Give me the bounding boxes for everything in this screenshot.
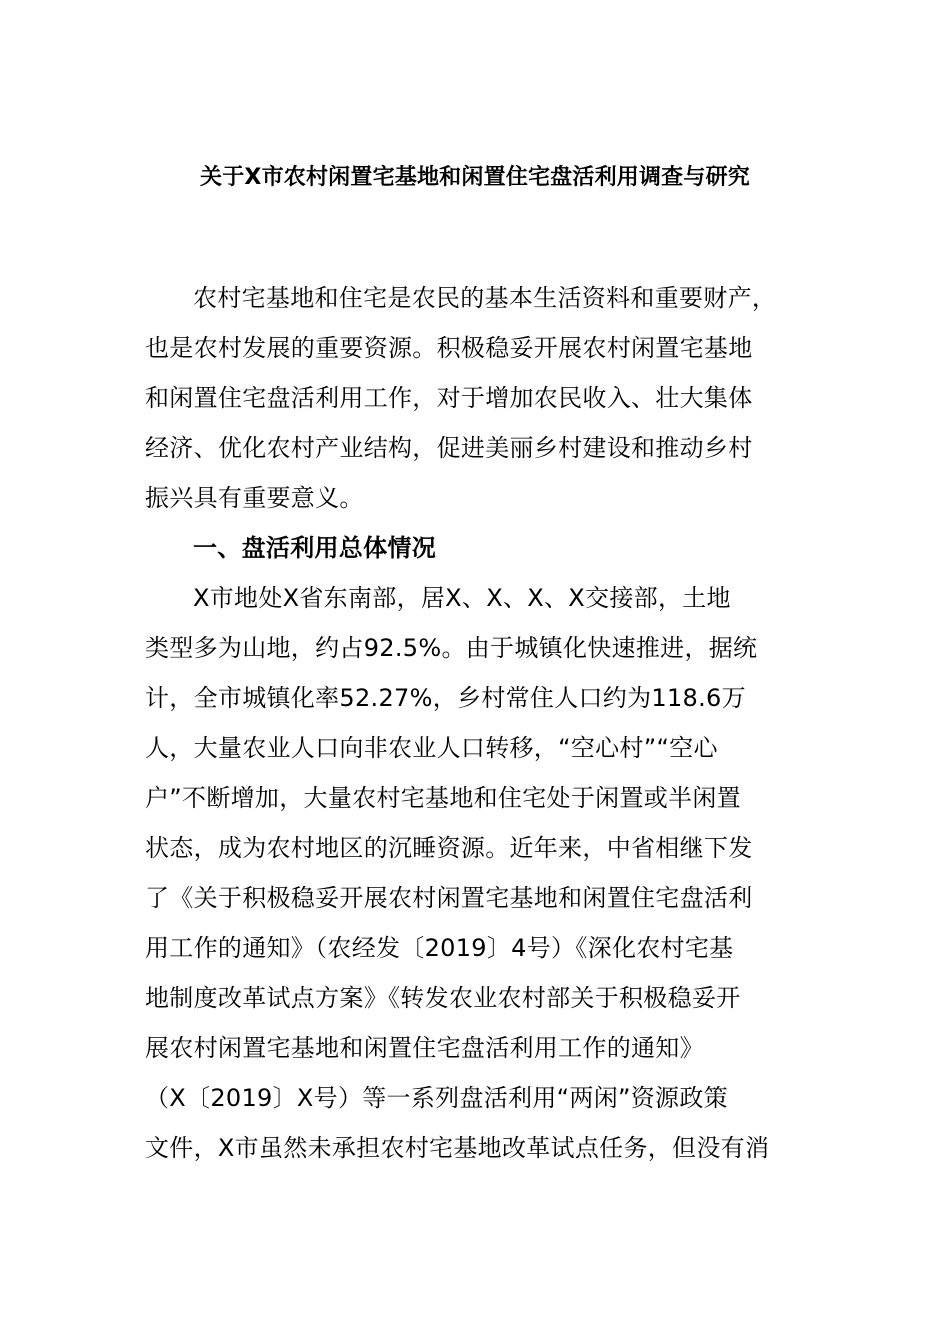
paragraph-line: 状态，成为农村地区的沉睡资源。近年来，中省相继下发: [145, 834, 753, 862]
paragraph-line: 了《关于积极稳妥开展农村闲置宅基地和闲置住宅盘活利: [145, 884, 753, 912]
paragraph-line: 计，全市城镇化率52.27%，乡村常住人口约为118.6万: [145, 684, 746, 712]
paragraph-line: 类型多为山地，约占92.5%。由于城镇化快速推进，据统: [145, 634, 758, 662]
paragraph-line: 经济、优化农村产业结构，促进美丽乡村建设和推动乡村: [145, 434, 753, 462]
document-title: 关于X市农村闲置宅基地和闲置住宅盘活利用调查与研究: [200, 165, 750, 190]
section-heading: 一、盘活利用总体情况: [193, 534, 436, 562]
paragraph-line: 也是农村发展的重要资源。积极稳妥开展农村闲置宅基地: [145, 334, 753, 362]
paragraph-line: 展农村闲置宅基地和闲置住宅盘活利用工作的通知》: [145, 1034, 704, 1062]
paragraph-line: 和闲置住宅盘活利用工作，对于增加农民收入、壮大集体: [145, 384, 753, 412]
paragraph-line: （X〔2019〕X号）等一系列盘活利用“两闲”资源政策: [145, 1084, 728, 1112]
paragraph-line: 用工作的通知》（农经发〔2019〕4号）《深化农村宅基: [145, 934, 734, 962]
paragraph-line: 振兴具有重要意义。: [145, 484, 364, 512]
paragraph-line: 户”不断增加，大量农村宅基地和住宅处于闲置或半闲置: [145, 784, 741, 812]
paragraph-line: 人，大量农业人口向非农业人口转移，“空心村”“空心: [145, 734, 718, 762]
paragraph-line: 地制度改革试点方案》《转发农业农村部关于积极稳妥开: [145, 984, 741, 1012]
paragraph-line: 农村宅基地和住宅是农民的基本生活资料和重要财产，: [193, 284, 777, 312]
paragraph-line: X市地处X省东南部，居X、X、X、X交接部，土地: [193, 584, 731, 612]
paragraph-line: 文件，X市虽然未承担农村宅基地改革试点任务，但没有消: [145, 1134, 770, 1162]
